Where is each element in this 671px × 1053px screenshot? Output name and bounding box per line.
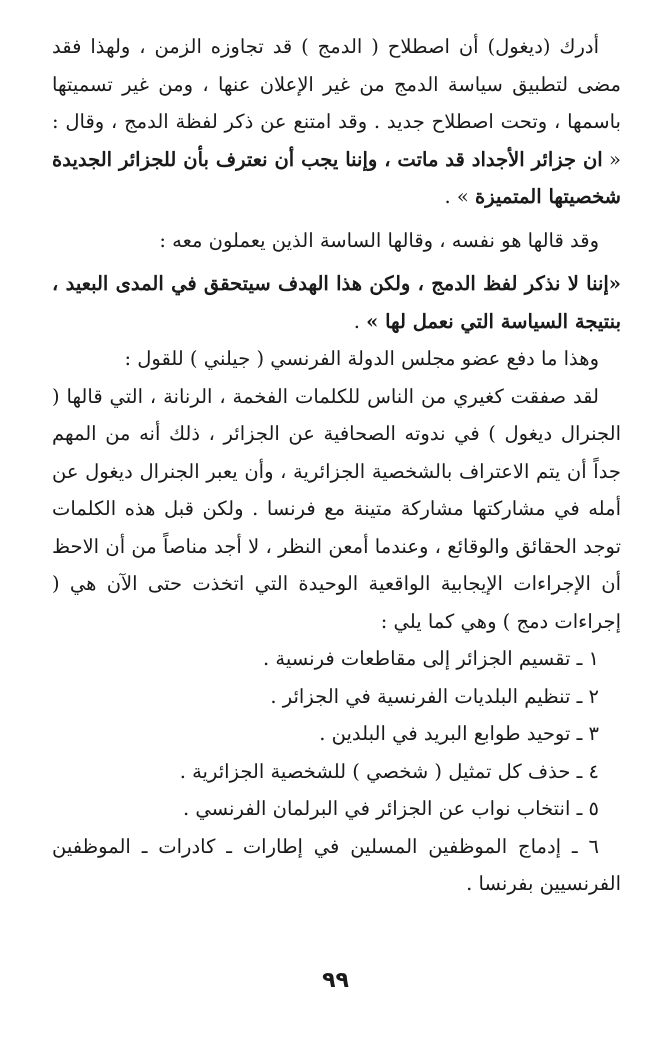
list-item: ١ ـ تقسيم الجزائر إلى مقاطعات فرنسية . [263, 647, 599, 670]
paragraph-1-text: أدرك (ديغول) أن اصطلاح ( الدمج ) قد تجاوزه الزمن ، ولهذا فقد مضى لتطبيق سياسة الدمج من غير الإعلان عنها ، ومن غير تسميتها باسمها ، وتحت اصطلاح جديد . وقد امتنع عن ذكر لفظة الدمج ، وقال : « [52, 35, 621, 171]
paragraph-3-quote: «إننا لا نذكر لفظ الدمج ، ولكن هذا الهدف سيتحقق في المدى البعيد ، بنتيجة السياسة التي نعمل لها » [52, 272, 621, 333]
list-item: ٦ ـ إدماج الموظفين المسلين في إطارات ـ كادرات ـ الموظفين الفرنسيين بفرنسا . [52, 834, 621, 895]
paragraph-1-end: » . [444, 185, 476, 208]
paragraph-5: لقد صفقت كغيري من الناس للكلمات الفخمة ، الرنانة ، التي قالها ( الجنرال ديغول ) في ندوته الصحافية عن الجزائر ، ذلك أنه من المهم جداً أن يتم الاعتراف بالشخصية الجزائرية ، وأن يعبر الجنرال ديغول عن أمله في مشاركتها مشاركة متينة مع فرنسا . ولكن قبل هذه الكلمات توجد الحقائق والوقائع ، وعندما أمعن النظر ، لا أجد مناصاً من أن الاحظ أن الإجراءات الإيجابية الواقعية الوحيدة التي اتخذت حتى الآن هي ( إجراءات دمج ) وهي كما يلي : [52, 384, 621, 633]
paragraph-1-quote: ان جزائر الأجداد قد ماتت ، وإننا يجب أن نعترف بأن للجزائر الجديدة شخصيتها المتميزة [52, 147, 621, 208]
paragraph-4: وهذا ما دفع عضو مجلس الدولة الفرنسي ( جيلني ) للقول : [124, 347, 599, 370]
list-item: ٢ ـ تنظيم البلديات الفرنسية في الجزائر . [270, 684, 599, 708]
list-item: ٣ ـ توحيد طوابع البريد في البلدين . [319, 722, 599, 745]
paragraph-2: وقد قالها هو نفسه ، وقالها الساسة الذين يعملون معه : [159, 228, 599, 252]
paragraph-3 [52, 265, 621, 340]
paragraph-1 [52, 28, 621, 216]
list-item: ٤ ـ حذف كل تمثيل ( شخصي ) للشخصية الجزائرية . [179, 759, 599, 783]
page-body [52, 28, 621, 903]
measures-list [52, 640, 621, 903]
list-item: ٥ ـ انتخاب نواب عن الجزائر في البرلمان الفرنسي . [183, 797, 599, 820]
page-number: ٩٩ [322, 968, 349, 993]
paragraph-3-end: . [353, 309, 367, 333]
